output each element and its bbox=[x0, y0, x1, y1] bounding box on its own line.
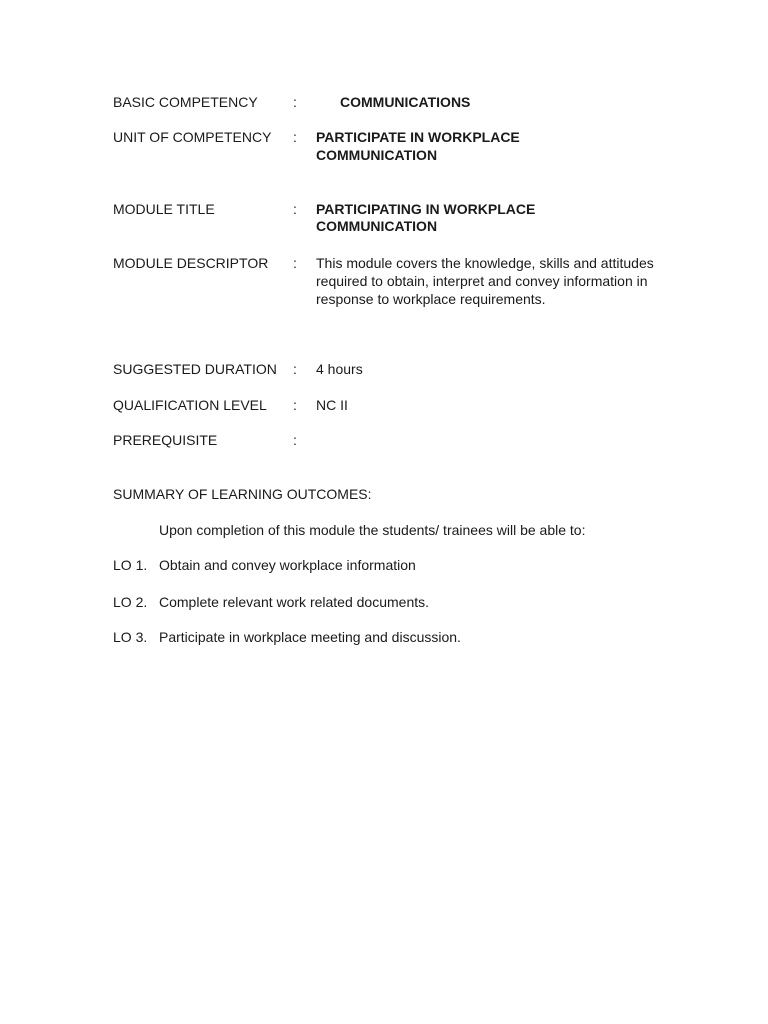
suggested-duration-colon: : bbox=[293, 361, 297, 377]
suggested-duration-label: SUGGESTED DURATION bbox=[113, 361, 277, 377]
summary-heading: SUMMARY OF LEARNING OUTCOMES: bbox=[113, 486, 372, 502]
module-title-value-line1: PARTICIPATING IN WORKPLACE bbox=[316, 201, 536, 217]
module-descriptor-value: This module covers the knowledge, skills and attitudes required to obtain, interpret and convey information in response to workplace requirements. bbox=[316, 255, 654, 307]
outcome-number: LO 3. bbox=[113, 629, 148, 645]
summary-intro: Upon completion of this module the students/ trainees will be able to: bbox=[159, 522, 586, 538]
outcome-text: Participate in workplace meeting and discussion. bbox=[159, 629, 461, 645]
basic-competency-colon: : bbox=[293, 94, 297, 110]
qualification-level-label: QUALIFICATION LEVEL bbox=[113, 397, 267, 413]
unit-of-competency-colon: : bbox=[293, 129, 297, 145]
module-title-value-line2: COMMUNICATION bbox=[316, 218, 438, 234]
prerequisite-colon: : bbox=[293, 432, 297, 448]
outcome-number: LO 2. bbox=[113, 594, 148, 610]
prerequisite-label: PREREQUISITE bbox=[113, 432, 218, 448]
outcome-text: Obtain and convey workplace information bbox=[159, 557, 416, 573]
module-title-colon: : bbox=[293, 201, 297, 217]
basic-competency-value: COMMUNICATIONS bbox=[340, 94, 471, 110]
unit-of-competency-value-line2: COMMUNICATION bbox=[316, 147, 438, 163]
unit-of-competency-value-line1: PARTICIPATE IN WORKPLACE bbox=[316, 129, 520, 145]
unit-of-competency-label: UNIT OF COMPETENCY bbox=[113, 129, 272, 145]
outcome-number: LO 1. bbox=[113, 557, 148, 573]
qualification-level-colon: : bbox=[293, 397, 297, 413]
basic-competency-label: BASIC COMPETENCY bbox=[113, 94, 258, 110]
module-title-label: MODULE TITLE bbox=[113, 201, 215, 217]
module-descriptor-colon: : bbox=[293, 255, 297, 271]
qualification-level-value: NC II bbox=[316, 397, 348, 413]
module-descriptor-label: MODULE DESCRIPTOR bbox=[113, 255, 269, 271]
suggested-duration-value: 4 hours bbox=[316, 361, 363, 377]
outcome-text: Complete relevant work related documents. bbox=[159, 594, 430, 610]
